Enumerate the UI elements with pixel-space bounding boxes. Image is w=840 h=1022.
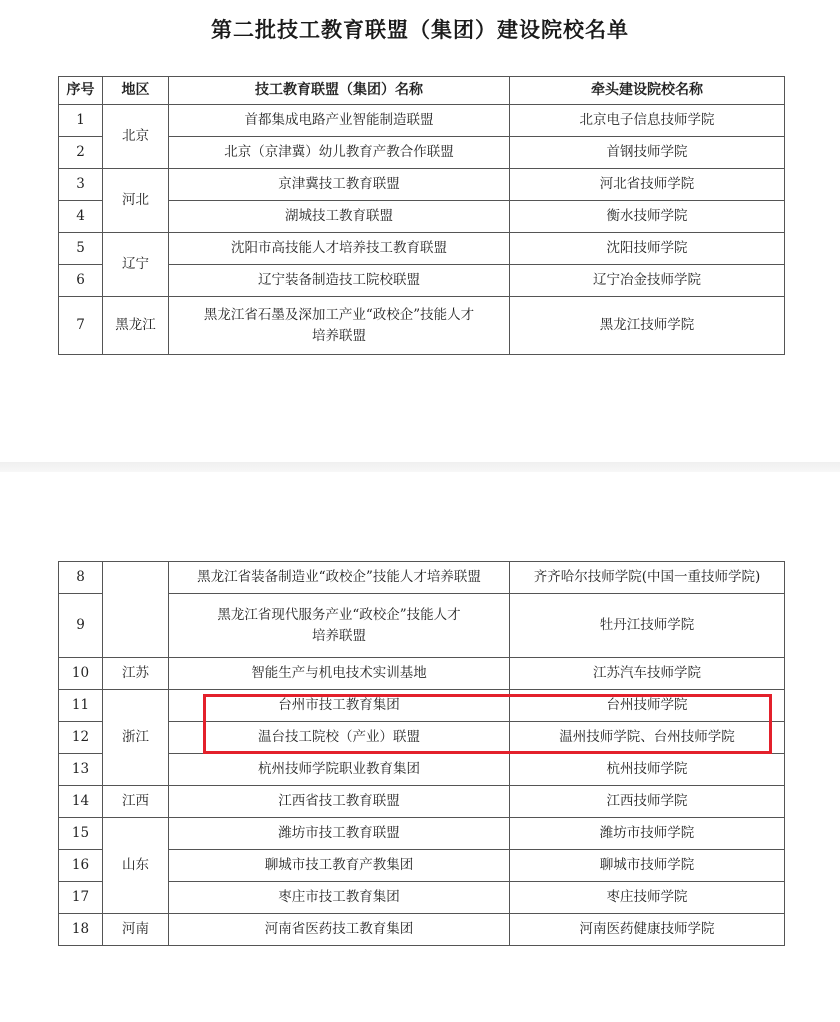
- cell-alliance: 台州市技工教育集团: [169, 690, 510, 722]
- cell-no: 1: [59, 105, 103, 137]
- table-row: [59, 786, 785, 818]
- table-row: [59, 105, 785, 137]
- table-header-row: [59, 77, 785, 105]
- cell-no: 16: [59, 850, 103, 882]
- cell-alliance: 湖城技工教育联盟: [169, 201, 510, 233]
- cell-region: 江西: [103, 786, 169, 818]
- cell-region: 黑龙江: [103, 297, 169, 355]
- cell-alliance-line: 培养联盟: [312, 627, 366, 644]
- table-row: [59, 690, 785, 722]
- page-title: 第二批技工教育联盟（集团）建设院校名单: [211, 18, 629, 42]
- cell-alliance: 智能生产与机电技术实训基地: [169, 658, 510, 690]
- cell-alliance: 枣庄市技工教育集团: [169, 882, 510, 914]
- cell-region: 河北: [103, 169, 169, 233]
- cell-no: 13: [59, 754, 103, 786]
- cell-region: [103, 562, 169, 658]
- cell-no: 14: [59, 786, 103, 818]
- cell-lead: 枣庄技师学院: [510, 882, 785, 914]
- cell-lead: 齐齐哈尔技师学院(中国一重技师学院): [510, 562, 785, 594]
- alliance-table-part-2: [58, 561, 785, 946]
- alliance-table-part-1: [58, 76, 785, 355]
- cell-alliance: 首都集成电路产业智能制造联盟: [169, 105, 510, 137]
- cell-no: 4: [59, 201, 103, 233]
- header-lead: 牵头建设院校名称: [510, 77, 785, 105]
- cell-region: 河南: [103, 914, 169, 946]
- cell-lead: 杭州技师学院: [510, 754, 785, 786]
- cell-no: 10: [59, 658, 103, 690]
- cell-alliance: 聊城市技工教育产教集团: [169, 850, 510, 882]
- cell-alliance-line: 黑龙江省石墨及深加工产业“政校企”技能人才: [203, 306, 475, 323]
- cell-no: 5: [59, 233, 103, 265]
- cell-alliance: 京津冀技工教育联盟: [169, 169, 510, 201]
- header-alliance: 技工教育联盟（集团）名称: [169, 77, 510, 105]
- cell-alliance: 温台技工院校（产业）联盟: [169, 722, 510, 754]
- cell-no: 11: [59, 690, 103, 722]
- table-row: [59, 297, 785, 355]
- header-no: 序号: [59, 77, 103, 105]
- table-row: [59, 233, 785, 265]
- cell-no: 2: [59, 137, 103, 169]
- cell-alliance: 江西省技工教育联盟: [169, 786, 510, 818]
- table-row: [59, 914, 785, 946]
- cell-alliance: [169, 297, 510, 355]
- cell-alliance: 潍坊市技工教育联盟: [169, 818, 510, 850]
- cell-no: 9: [59, 594, 103, 658]
- cell-lead: 牡丹江技师学院: [510, 594, 785, 658]
- cell-lead: 河南医药健康技师学院: [510, 914, 785, 946]
- cell-lead: 首钢技师学院: [510, 137, 785, 169]
- header-region: 地区: [103, 77, 169, 105]
- cell-lead: 北京电子信息技师学院: [510, 105, 785, 137]
- cell-no: 6: [59, 265, 103, 297]
- cell-alliance-line: 黑龙江省现代服务产业“政校企”技能人才: [217, 606, 461, 623]
- cell-no: 18: [59, 914, 103, 946]
- cell-alliance: 河南省医药技工教育集团: [169, 914, 510, 946]
- cell-lead: 沈阳技师学院: [510, 233, 785, 265]
- cell-lead: 衡水技师学院: [510, 201, 785, 233]
- cell-lead: 河北省技师学院: [510, 169, 785, 201]
- page-separator: [0, 462, 840, 472]
- cell-alliance: 北京（京津冀）幼儿教育产教合作联盟: [169, 137, 510, 169]
- cell-alliance: 杭州技师学院职业教育集团: [169, 754, 510, 786]
- table-row: [59, 562, 785, 594]
- cell-alliance: 沈阳市高技能人才培养技工教育联盟: [169, 233, 510, 265]
- cell-alliance: 黑龙江省装备制造业“政校企”技能人才培养联盟: [169, 562, 510, 594]
- cell-region: 辽宁: [103, 233, 169, 297]
- table-row: [59, 658, 785, 690]
- cell-no: 3: [59, 169, 103, 201]
- cell-lead: 聊城市技师学院: [510, 850, 785, 882]
- cell-lead: 潍坊市技师学院: [510, 818, 785, 850]
- cell-region: 北京: [103, 105, 169, 169]
- cell-no: 8: [59, 562, 103, 594]
- cell-region: 浙江: [103, 690, 169, 786]
- cell-alliance: 辽宁装备制造技工院校联盟: [169, 265, 510, 297]
- cell-lead: 江苏汽车技师学院: [510, 658, 785, 690]
- cell-region: 江苏: [103, 658, 169, 690]
- table-row: [59, 818, 785, 850]
- cell-no: 7: [59, 297, 103, 355]
- cell-no: 15: [59, 818, 103, 850]
- cell-region: 山东: [103, 818, 169, 914]
- cell-alliance-line: 培养联盟: [312, 327, 366, 344]
- cell-alliance: [169, 594, 510, 658]
- cell-no: 12: [59, 722, 103, 754]
- cell-lead: 温州技师学院、台州技师学院: [510, 722, 785, 754]
- cell-lead: 台州技师学院: [510, 690, 785, 722]
- cell-lead: 辽宁冶金技师学院: [510, 265, 785, 297]
- cell-lead: 江西技师学院: [510, 786, 785, 818]
- table-row: [59, 169, 785, 201]
- cell-lead: 黑龙江技师学院: [510, 297, 785, 355]
- cell-no: 17: [59, 882, 103, 914]
